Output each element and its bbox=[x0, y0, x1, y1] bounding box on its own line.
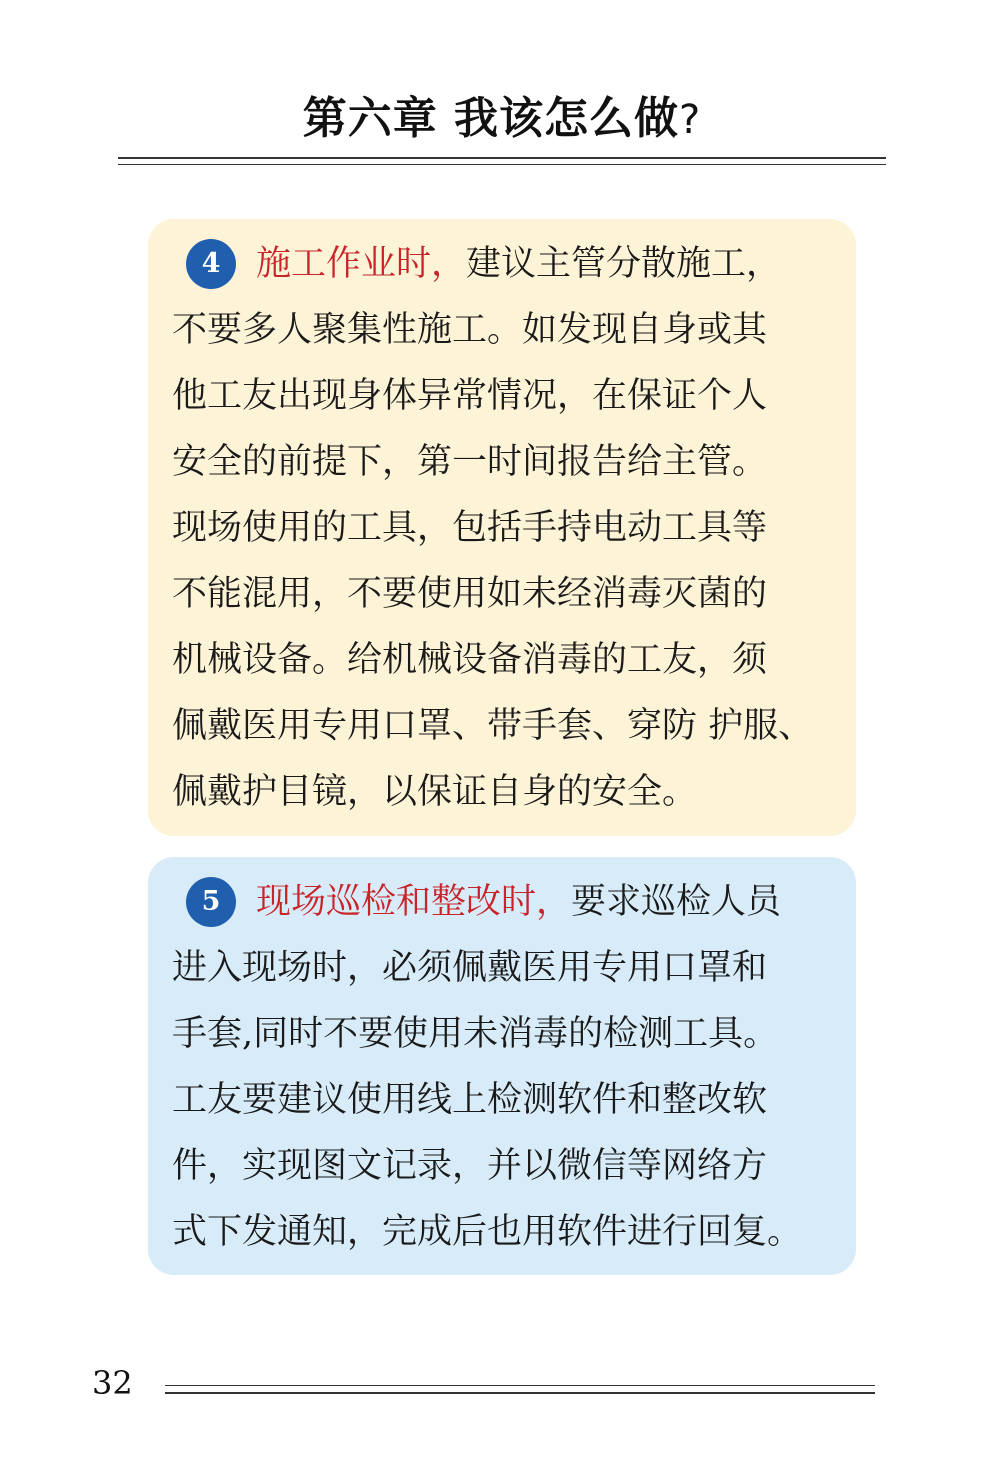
footer-rule-top bbox=[165, 1385, 875, 1386]
section-4-line-6: 不能混用，不要使用如未经消毒灭菌的 bbox=[172, 574, 768, 614]
section-5-line-2: 进入现场时，必须佩戴医用专用口罩和 bbox=[172, 948, 768, 988]
chapter-title bbox=[0, 82, 1004, 146]
section-5-number-badge: 5 bbox=[186, 877, 236, 927]
section-4-line-7: 机械设备。给机械设备消毒的工友，须 bbox=[172, 640, 768, 680]
section-4-box bbox=[148, 219, 856, 836]
header-rule-top bbox=[118, 157, 886, 159]
chapter-title-question-mark: ? bbox=[679, 97, 702, 143]
section-4-line-3: 他工友出现身体异常情况，在保证个人 bbox=[172, 376, 768, 416]
section-5-text: 要求巡检人员 bbox=[571, 882, 782, 922]
section-5-line-6: 式下发通知，完成后也用软件进行回复。 bbox=[172, 1212, 803, 1252]
section-4-line-2: 不要多人聚集性施工。如发现自身或其 bbox=[172, 310, 768, 350]
section-5-box bbox=[148, 857, 856, 1275]
section-4-line-5: 现场使用的工具，包括手持电动工具等 bbox=[172, 508, 768, 548]
section-5-line-1 bbox=[172, 877, 830, 943]
section-4-line-9: 佩戴护目镜，以保证自身的安全。 bbox=[172, 772, 698, 812]
section-5-line-5: 件，实现图文记录，并以微信等网络方 bbox=[172, 1146, 768, 1186]
section-5-line-3: 手套,同时不要使用未消毒的检测工具。 bbox=[172, 1014, 779, 1054]
section-4-text: 建议主管分散施工， bbox=[466, 244, 782, 284]
section-4-line-4: 安全的前提下，第一时间报告给主管。 bbox=[172, 442, 768, 482]
section-4-heading: 施工作业时， bbox=[256, 244, 467, 284]
section-5-line-4: 工友要建议使用线上检测软件和整改软 bbox=[172, 1080, 768, 1120]
section-5-heading: 现场巡检和整改时， bbox=[256, 882, 572, 922]
section-4-line-8: 佩戴医用专用口罩、带手套、穿防 护服、 bbox=[172, 706, 814, 746]
page-number: 32 bbox=[92, 1364, 133, 1402]
chapter-title-text: 第六章 我该怎么做 bbox=[302, 93, 680, 144]
header-rule-bottom bbox=[118, 164, 886, 165]
section-4-line-1 bbox=[172, 239, 830, 305]
footer-rule-bottom bbox=[165, 1392, 875, 1394]
section-4-number-badge: 4 bbox=[186, 239, 236, 289]
